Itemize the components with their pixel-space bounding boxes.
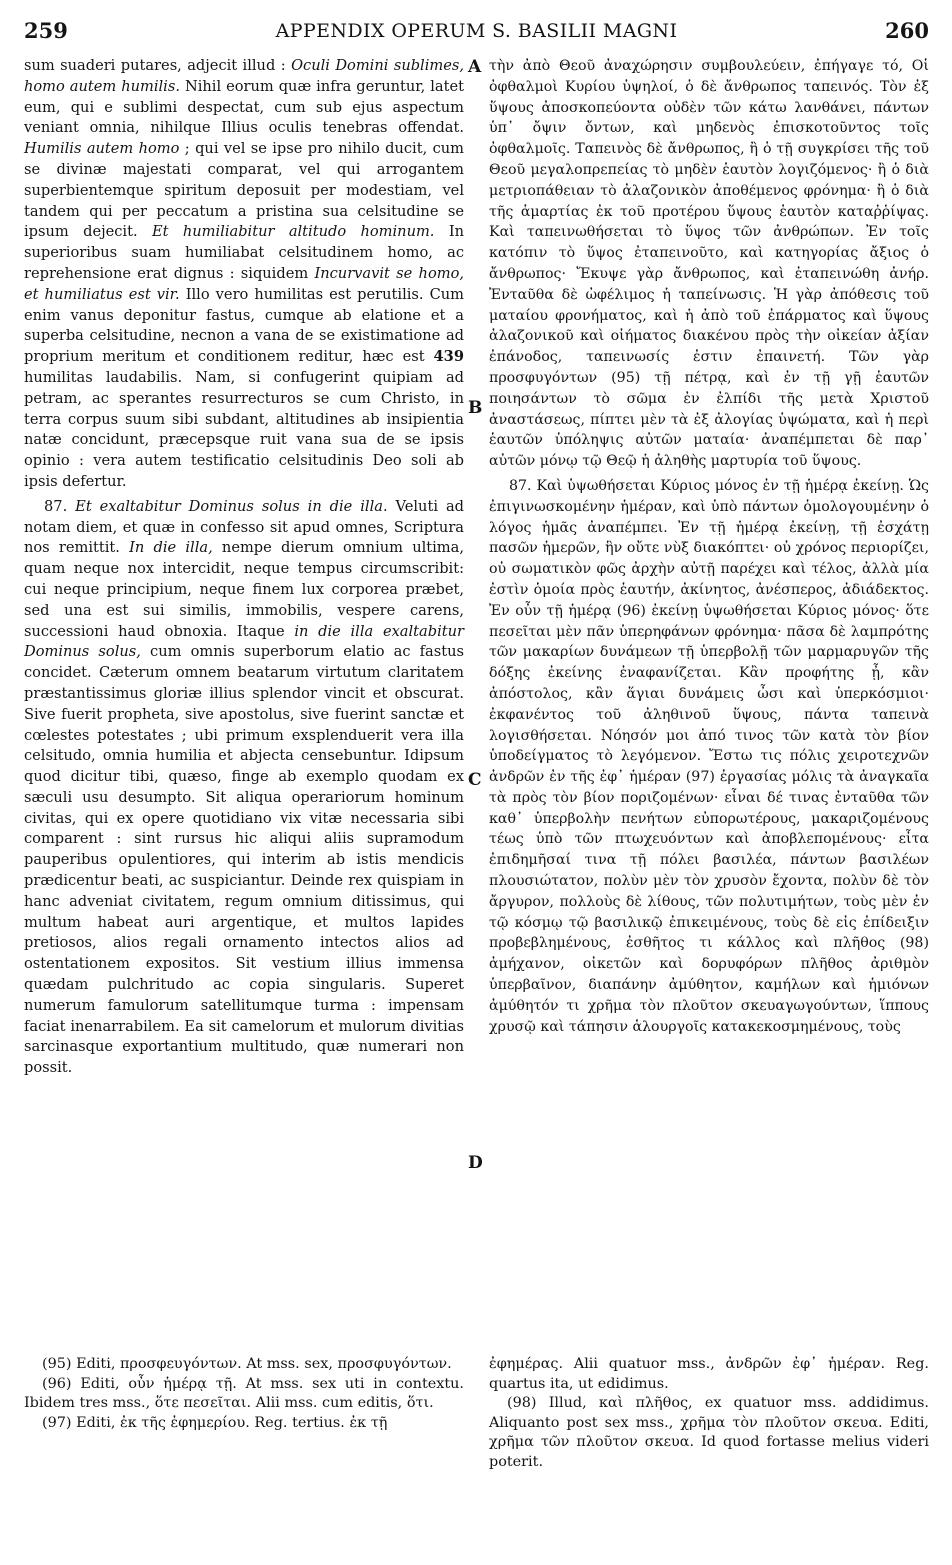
latin-text: ; qui vel se ipse pro nihilo ducit, cum se divinæ majestati comparat, vel qui arrogantem superbientemque spiritum deposuit per modestiam, vel tandem qui per peccatum a pristina sua celsitudine se ipsum dejecit. [24, 140, 465, 241]
latin-paragraph-1 [24, 56, 464, 493]
latin-quote: In die illa, [129, 539, 213, 557]
latin-text: humilitas laudabilis. Nam, si confugerint quipiam ad petram, ac sperantes resurrecturos se cum Christo, in terra corpus suum sibi subdant, altitudines ab insipientia natæ concidunt, præcepsque ruit vana sua de se ipsis opinio : vera autem testificatio celsitudinis Deo soli ab ipsis defertur. [24, 368, 464, 490]
latin-text: In superioribus suam humiliabat celsitudinem homo, ac reprehensione erat dignus : siquidem [24, 223, 464, 282]
latin-quote: Et humiliabitur altitudo hominum. [151, 223, 435, 241]
greek-column [489, 56, 929, 1037]
latin-paragraph-87 [24, 497, 464, 1079]
greek-paragraph-87: 87. Καὶ ὑψωθήσεται Κύριος μόνος ἐν τῇ ἡμέρᾳ ἐκείνῃ. Ὡς ἐπιγινωσκομένην ἡμέραν, καὶ ὑπὸ πάντων ὁμολογουμένην ὁ λόγος ἡμᾶς ἀναπέμπει. Ἐν τῇ ἡμέρᾳ ἐκείνῃ, τῇ ἐσχάτῃ πασῶν ἡμερῶν, ἣν οὔτε νὺξ διακόπτει· οὐ χρόνος περιορίζει, οὐ σωματικὸν φῶς ἀρχὴν αὐτῇ παρέχει καὶ τέλος, ἀλλὰ μία ἐστὶν ὁμοία πρὸς ἑαυτήν, ἀκίνητος, ἀνέσπερος, ἀδιάδεκτος. Ἐν οὖν τῇ ἡμέρᾳ (96) ἐκείνῃ ὑψωθήσεται Κύριος μόνος· ὅτε πεσεῖται μὲν πᾶν ὑπερηφάνων φρόνημα· πᾶσα δὲ λαμπρότης τῶν μακαρίων δυνάμεων τῇ ὑπερβολῇ τῶν μαρμαρυγῶν τῆς δόξης ἐκείνης ἐναφανίζεται. Κἂν προφήτης ᾖ, κἂν ἀπόστολος, κἂν ἅγιαι δυνάμεις ὦσι καὶ ὑπερκόσμιοι· ἐκφανέντος τοῦ ἀληθινοῦ ὕψους, πάντα ταπεινὰ λογισθήσεται. Νόησόν μοι ἀπό τινος τῶν κατὰ τὸν βίον ὑποδείγματος τὸ λεγόμενον. Ἔστω τις πόλις χειροτεχνῶν ἀνδρῶν ἐν τῆς ἐφ᾽ ἡμέραν (97) ἐργασίας μόλις τὰ ἀναγκαῖα τὰ πρὸς τὸν βίον ποριζομένων· εἶναι δέ τινας ἐνταῦθα τῶν καθ᾽ ὑπερβολὴν πενήτων εὐπορωτέρους, μακαριζομένους τέως ὑπὸ τῶν πτωχευόντων καὶ ἀποβλεπομένους· εἶτα ἐπιδημῆσαί τινα τῇ πόλει βασιλέα, πάντων βασιλέων πλουσιώτατον, πολὺν μὲν τὸν χρυσὸν ἔχοντα, πολὺν δὲ τὸν ἄργυρον, πολλοὺς δὲ λίθους, τῶν πολυτιμήτων, τοὺς μὲν ἐν τῷ κόσμῳ τῷ βασιλικῷ ἐπικειμένους, τοὺς δὲ εἰς ἐπίδειξιν προβεβλημένους, ἐσθῆτος τι κάλλος καὶ πλῆθος (98) ἀμήχανον, οἰκετῶν καὶ δορυφόρων πλῆθος ἀριθμὸν ὑπερβαῖνον, διαπάνην ἀμύθητον, καμήλων καὶ ἡμιόνων ἀμύθητόν τι χρῆμα τὸν πλοῦτον σκευαγωγούντων, ἵππους χρυσῷ καὶ τάπησιν ἁλουργοῖς κατακεκοσμημένους, τοὺς [489, 477, 929, 1035]
latin-column [24, 56, 464, 1079]
latin-text: Illo vero humilitas est perutilis. Cum enim vanus deponitur fastus, cumque ab elatione et a superba celsitudine, necnon a vana de se existimatione ad proprium meritum et conditionem reditur, hæc est [24, 285, 464, 366]
greek-paragraph-1: τὴν ἀπὸ Θεοῦ ἀναχώρησιν συμβουλεύειν, ἐπήγαγε τό, Οἱ ὀφθαλμοὶ Κυρίου ὑψηλοί, ὁ δὲ ἄνθρωπος ταπεινός. Τὸν ἐξ ὕψους ἀποσκοπεύοντα οὐδὲν τῶν κάτω λανθάνει, πάντων ὑπ᾽ ὄψιν ὄντων, καὶ μηδενὸς ἐπισκοτοῦντος τοῖς ὀφθαλμοῖς. Ταπεινὸς δὲ ἄνθρωπος, ἢ ὁ τῇ συγκρίσει τῆς τοῦ Θεοῦ μεγαλοπρεπείας τὸ μηδὲν ἑαυτὸν λογιζόμενος· ἢ ὁ διὰ μετριοπάθειαν τὸ ἀλαζονικὸν ἀποθέμενος φρόνημα· ἢ ὁ διὰ τῆς ἁμαρτίας ἐκ τοῦ προτέρου ὕψους ἑαυτὸν καταῤῥίψας. Καὶ ταπεινωθήσεται τὸ ὕψος τῶν ἀνθρώπων. Ἐν τοῖς κατόπιν τὸ ὕψος ἐταπεινοῦτο, καὶ κατηγορίας ἄξιος ὁ ἄνθρωπος· Ἔκυψε γὰρ ἄνθρωπος, καὶ ἐταπεινώθη ἀνήρ. Ἐνταῦθα δὲ ὠφέλιμος ἡ ταπείνωσις. Ἡ γὰρ ἀπόθεσις τοῦ ματαίου φρονήματος, καὶ ἡ ἀπὸ τοῦ ἐπάρματος καὶ ὕψους ἀλαζονικοῦ καὶ οἰήματος διακένου πρὸς τὴν οἰκείαν ἀξίαν ἐπάνοδος, ταπεινωσίς ἐστιν ἐπαινετή. Τῶν γὰρ προσφυγόντων (95) τῇ πέτρᾳ, καὶ ἐν τῇ γῇ ἑαυτῶν ποιησάντων τὸ σῶμα ἐν ἐλπίδι τῆς μετὰ Χριστοῦ ἀναστάσεως, πίπτει μὲν τὰ ἐξ ἀλογίας ὑψώματα, καὶ ἡ περὶ ἑαυτῶν ὑπόληψις αὐτῶν ματαία· ἀναπέμπεται δὲ παρ᾽ αὐτῶν μόνῳ τῷ Θεῷ ἡ ἀληθὴς μαρτυρία τοῦ ὕψους. [489, 58, 929, 470]
margin-marker-d: D [468, 1153, 483, 1173]
page-header [24, 18, 929, 46]
latin-text: cum omnis superborum elatio ac fastus concidet. Cæterum omnem beatarum virtutum claritatem præstantissimus gloriæ illius splendor vincit et obscurat. Sive fuerit propheta, sive apostolus, sive fuerint sanctæ et cœlestes potestates ; ubi primum exsplenduerit vera illa celsitudo, omnia humilia et abjecta censebuntur. Idipsum quod dicitur tibi, quæso, finge ab exemplo quodam ex sæculi usu desumpto. Sit aliqua operariorum hominum civitas, qui ex opere quotidiano vix vitæ necessaria sibi comparent : sint rursus hic aliqui aliis supramodum pauperibus opulentiores, qui interim ab istis mendicis prædicentur beati, ac suspiciantur. Deinde rex quispiam in hanc adveniat civitatem, regum omnium ditissimus, qui multum habeat auri argentique, et multos lapides pretiosos, alios regali ornamento intectos alios ad ostentationem expositos. Sit vestium illius immensa quædam pulchritudo ac copia singularis. Superet numerum famulorum satellitumque turma : impensam faciat inenarrabilem. Ea sit camelorum et mulorum divitias sarcinasque exportantium multitudo, quæ numerari non possit. [24, 643, 465, 1077]
footnote-96: (96) Editi, οὖν ἡμέρᾳ τῇ. At mss. sex uti in contextu. Ibidem tres mss., ὅτε πεσεῖται. Alii mss. cum editis, ὅτι. [24, 1375, 464, 1412]
section-number: 87. [44, 497, 76, 515]
margin-marker-b: B [468, 398, 483, 418]
margin-marker-c: C [468, 770, 482, 790]
page-number-right: 260 [885, 18, 929, 43]
footnote-98: (98) Illud, καὶ πλῆθος, ex quatuor mss. addidimus. Aliquanto post sex mss., χρῆμα τὸν πλοῦτον σκευα. Editi, χρῆμα τῶν πλοῦτον σκευα. Id quod fortasse melius videri poterit. [489, 1395, 929, 1470]
running-title: APPENDIX OPERUM S. BASILII MAGNI [275, 20, 678, 42]
latin-quote: Oculi Domini sublimes, homo autem humilis. [24, 57, 464, 95]
margin-marker-a: A [468, 57, 482, 77]
latin-quote: Et exaltabitur Dominus solus in die illa. [75, 497, 388, 515]
latin-text: Nihil eorum quæ infra geruntur, latet eum, qui e sublimi despectat, cum sub ejus aspectum veniant omnia, nihilque Illius oculis tenebras offendat. [24, 77, 464, 137]
latin-text: sum suaderi putares, adjecit illud : [24, 57, 292, 74]
footnotes-right [489, 1355, 929, 1473]
latin-quote: in die illa exaltabitur Dominus solus, [24, 622, 464, 661]
footnote-97: (97) Editi, ἐκ τῆς ἐφημερίου. Reg. tertius. ἐκ τῇ [42, 1414, 388, 1431]
latin-text: Veluti ad notam diem, et quæ in confesso sit apud omnes, Scriptura nos remittit. [24, 497, 464, 557]
edition-page-number: 439 [433, 348, 464, 366]
latin-quote: Humilis autem homo [24, 140, 180, 158]
latin-quote: Incurvavit se homo, et humiliatus est vir. [24, 264, 464, 303]
footnote-97-continued: ἐφημέρας. Alii quatuor mss., ἀνδρῶν ἐφ᾽ ἡμέραν. Reg. quartus ita, ut edidimus. [489, 1356, 929, 1392]
footnote-95: (95) Editi, προσφευγόντων. At mss. sex, προσφυγόντων. [42, 1356, 452, 1372]
page-number-left: 259 [24, 18, 68, 43]
footnotes-left [24, 1355, 464, 1433]
latin-text: nempe dierum omnium ultima, quam neque nox intercidit, neque tempus circumscribit: cui neque principium, neque finem lux corporea præbet, sed una est sui similis, immobilis, vespere carens, successioni haud obnoxia. Itaque [24, 539, 464, 640]
